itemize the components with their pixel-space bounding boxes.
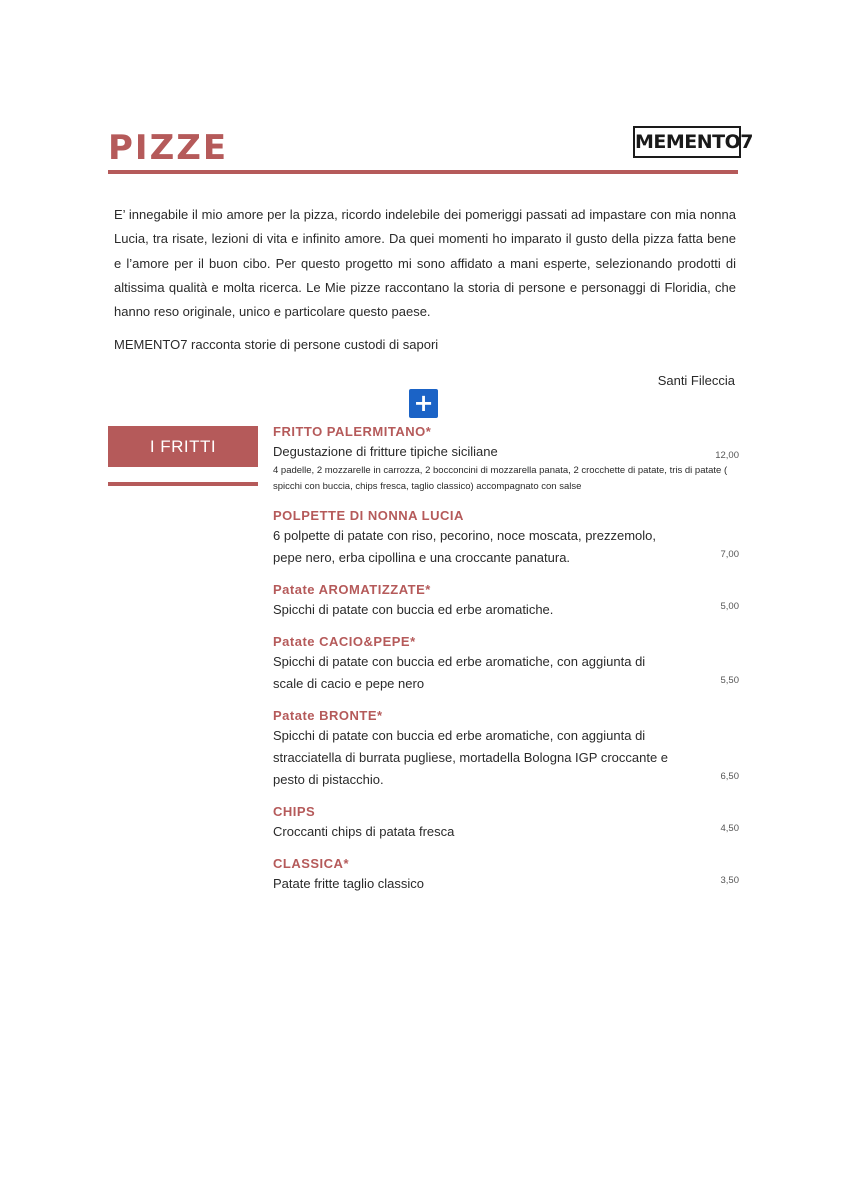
item-name: POLPETTE DI NONNA LUCIA <box>273 508 464 523</box>
item-name: Patate CACIO&PEPE* <box>273 634 416 649</box>
item-description-text: Spicchi di patate con buccia ed erbe aromatiche, con aggiunta di stracciatella di burrata pugliese, mortadella Bologna IGP croccante e pesto di pistacchio. <box>273 728 669 787</box>
item-name: CHIPS <box>273 804 316 819</box>
item-description-text: Degustazione di fritture tipiche siciliane <box>273 444 498 459</box>
item-description <box>273 651 739 695</box>
item-description <box>273 873 739 895</box>
menu-item <box>273 633 739 695</box>
add-button[interactable] <box>409 389 438 418</box>
item-description <box>273 525 739 569</box>
intro-paragraph: E’ innegabile il mio amore per la pizza, ricordo indelebile dei pomeriggi passati ad impastare con mia nonna Lucia, tra risate, lezioni di vita e infinito amore. Da quei momenti ho imparato il gusto della pizza fatta bene e l’amore per il buon cibo. Per questo progetto mi sono affidato a mani esperte, selezionando prodotti di altissima qualità e molta ricerca. Le Mie pizze raccontano la storia di persone e personaggi di Floridia, che hanno reso originale, unico e particolare questo paese. <box>114 207 736 320</box>
menu-item <box>273 855 739 895</box>
menu-item <box>273 707 739 791</box>
item-price: 12,00 <box>715 450 739 461</box>
menu-item <box>273 581 739 621</box>
section-label-fritti: I FRITTI <box>108 426 258 467</box>
item-name: Patate AROMATIZZATE* <box>273 582 431 597</box>
item-description <box>273 599 739 621</box>
item-description-text: Spicchi di patate con buccia ed erbe aromatiche. <box>273 602 554 617</box>
menu-item <box>273 803 739 843</box>
item-description-text: Spicchi di patate con buccia ed erbe aromatiche, con aggiunta di scale di cacio e pepe nero <box>273 654 646 691</box>
signature: Santi Fileccia <box>657 373 735 388</box>
section-divider <box>108 482 258 486</box>
item-description-text: 6 polpette di patate con riso, pecorino, noce moscata, prezzemolo, pepe nero, erba cipollina e una croccante panatura. <box>273 528 656 565</box>
item-price: 4,50 <box>720 823 739 834</box>
menu-item <box>273 507 739 569</box>
header-divider <box>108 170 738 174</box>
item-name: CLASSICA* <box>273 856 350 871</box>
plus-icon: + <box>413 389 434 417</box>
item-description <box>273 821 739 843</box>
menu-item <box>273 423 739 495</box>
item-description <box>273 441 739 463</box>
item-description-text: Croccanti chips di patata fresca <box>273 824 455 839</box>
memento7-logo: MEMENTO7 <box>633 126 741 158</box>
item-description-text: Patate fritte taglio classico <box>273 876 425 891</box>
tagline: MEMENTO7 racconta storie di persone custodi di sapori <box>114 337 439 352</box>
item-detail: 4 padelle, 2 mozzarelle in carrozza, 2 bocconcini di mozzarella panata, 2 crocchette di patate, tris di patate ( spicchi con buccia, chips fresca, taglio classico) accompagnato con salse <box>273 465 728 492</box>
item-name: Patate BRONTE* <box>273 708 383 723</box>
item-price: 5,50 <box>720 675 739 686</box>
menu-list <box>273 423 739 907</box>
item-price: 5,00 <box>720 601 739 612</box>
page-title: PIZZE <box>108 128 229 168</box>
item-name: FRITTO PALERMITANO* <box>273 424 432 439</box>
item-price: 3,50 <box>720 875 739 886</box>
item-price: 6,50 <box>720 771 739 782</box>
item-price: 7,00 <box>720 549 739 560</box>
item-description <box>273 725 739 791</box>
